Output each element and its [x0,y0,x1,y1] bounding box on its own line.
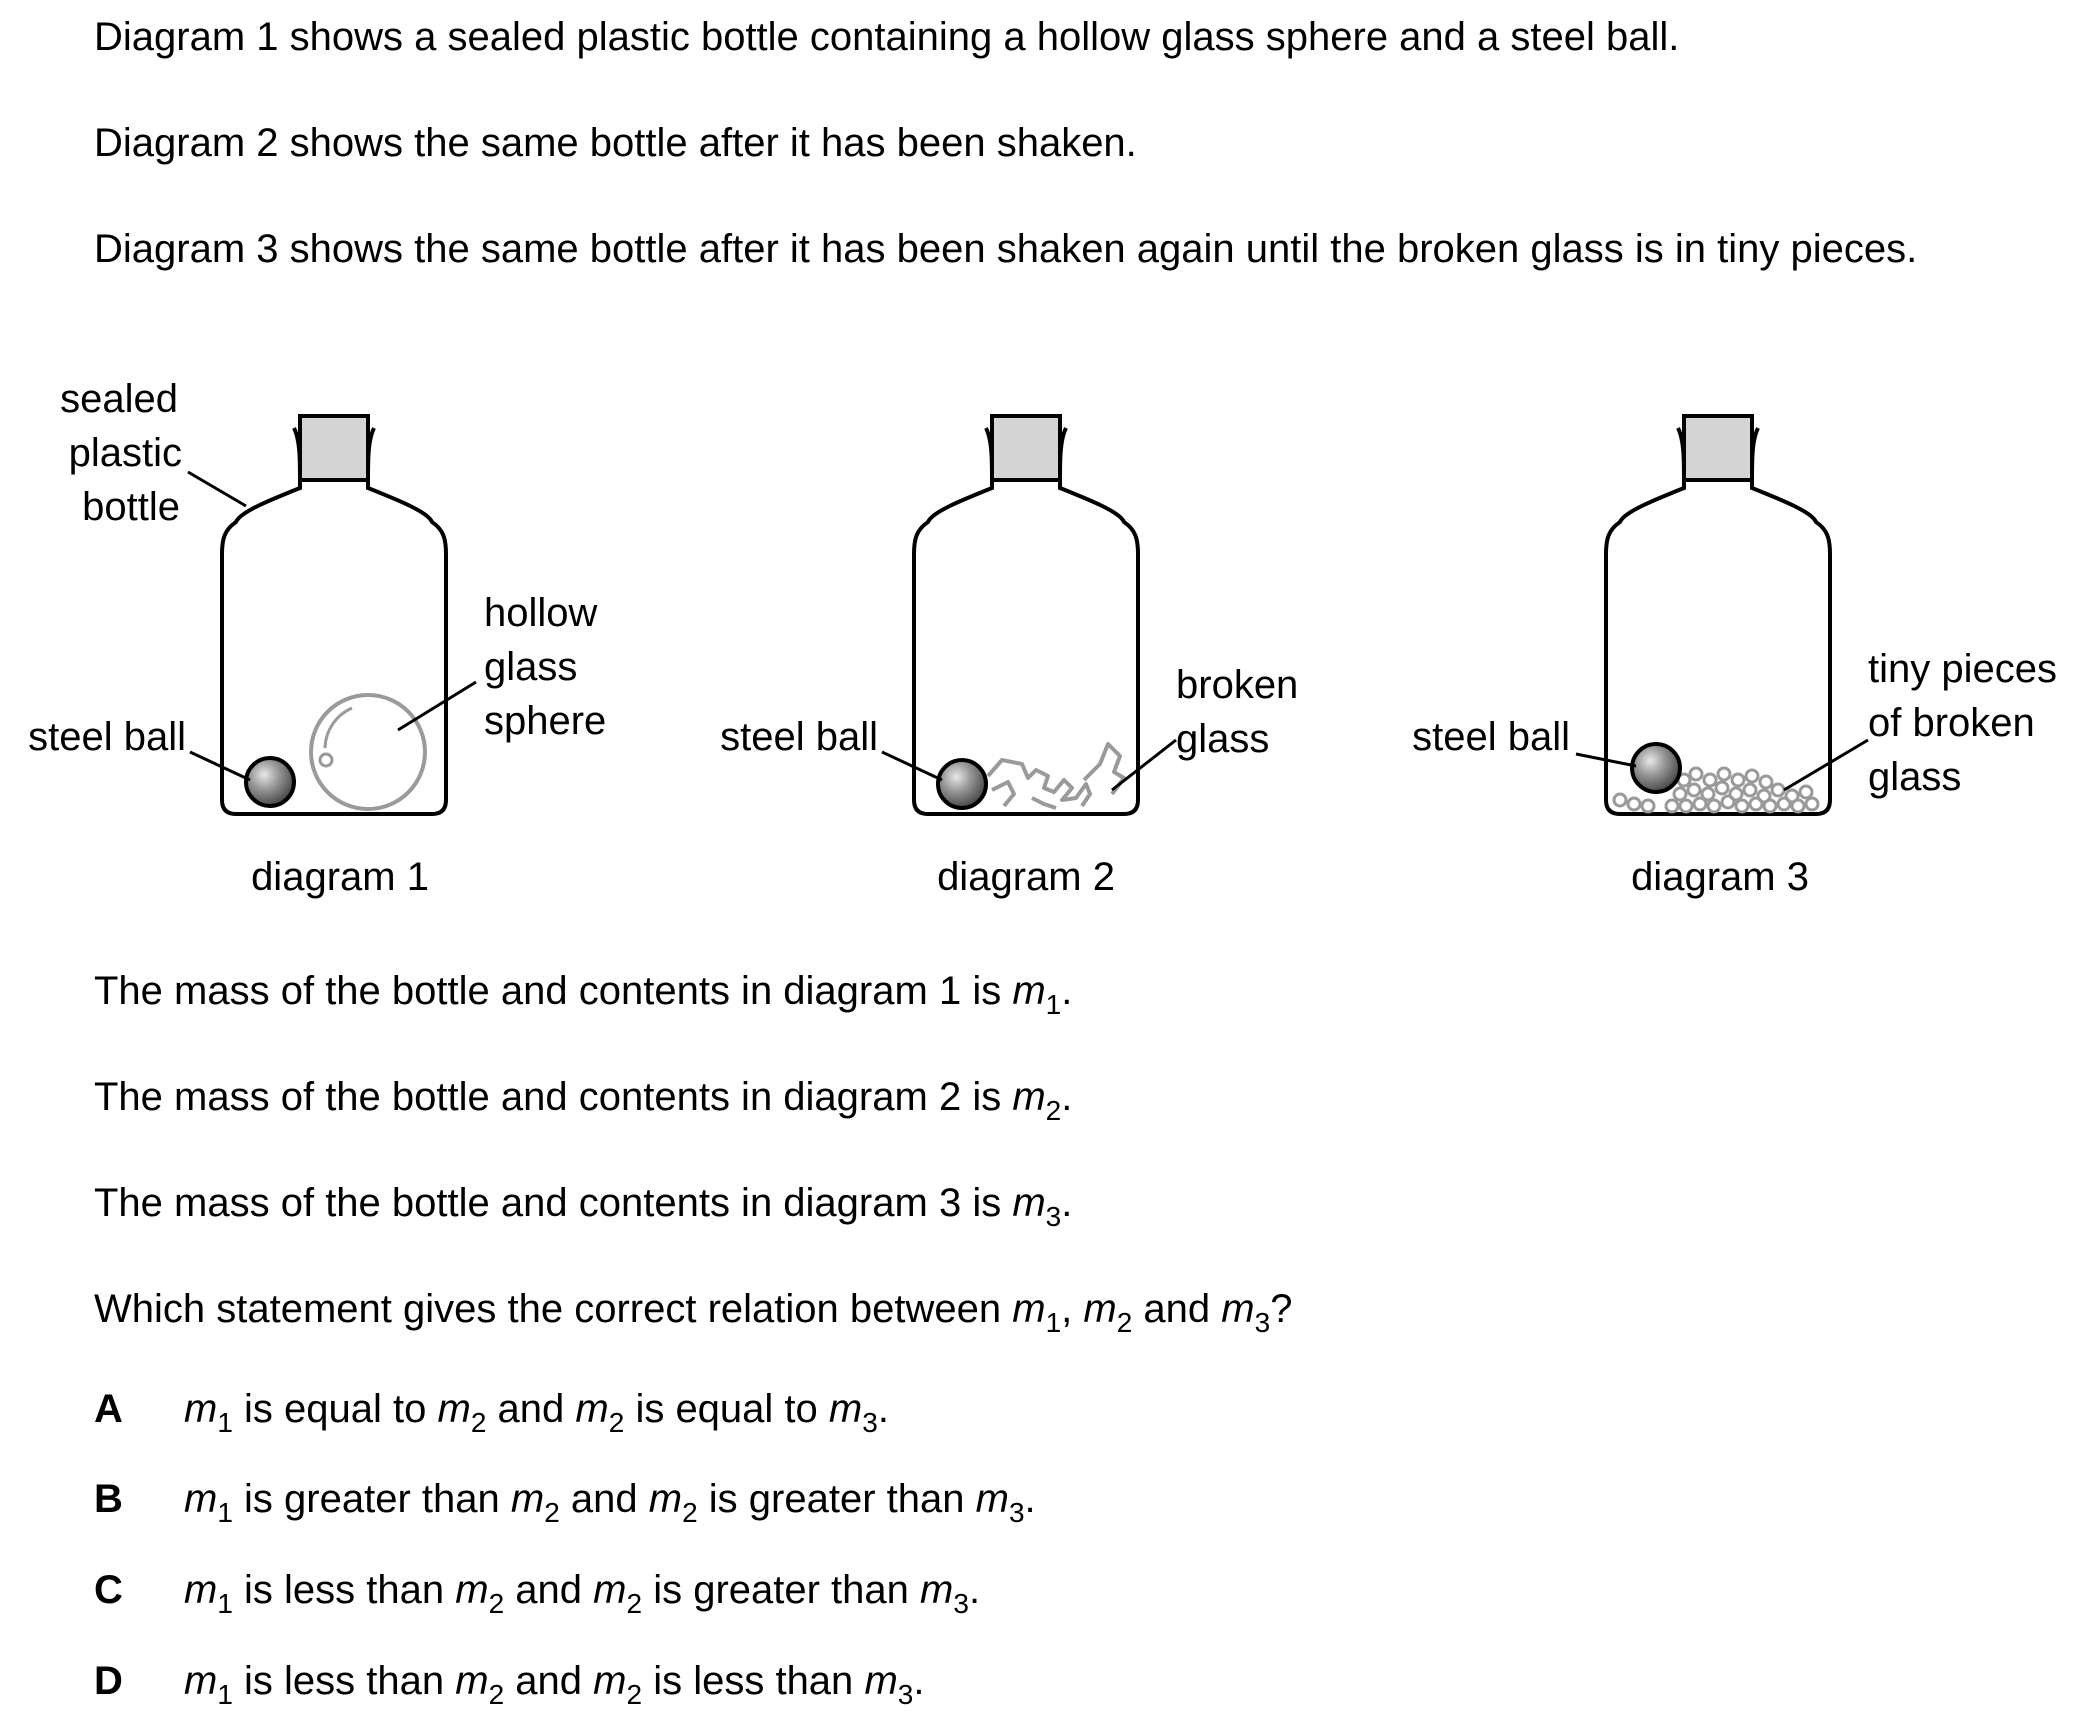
caption-diagram-2: diagram 2 [937,855,1115,899]
broken-glass-shards [988,744,1124,808]
piece [1746,770,1758,782]
piece [1778,798,1790,810]
piece [1800,786,1812,798]
label-steel-ball-3: steel ball [1412,715,1570,759]
steel-ball-3 [1632,744,1680,792]
piece [1806,798,1818,810]
bottle-1 [222,416,446,814]
option-a-text: $m_1$ is equal to $m_2$ and $m_2$ is equal to $m_3$. [184,1387,889,1438]
leader-broken-glass [1112,740,1176,790]
caption-diagram-1: diagram 1 [251,855,429,899]
sphere-highlight-dot [320,754,332,766]
label-plastic: plastic [68,431,182,475]
mass-statement-3: The mass of the bottle and contents in diagram 3 is $m_3$. [94,1181,1073,1232]
label-glass-3: glass [1868,755,1962,799]
bottle-cap-2 [992,416,1060,480]
intro-diagram-3: Diagram 3 shows the same bottle after it has been shaken again until the broken glass is in tiny pieces. [94,227,1918,271]
intro-diagram-2: Diagram 2 shows the same bottle after it has been shaken. [94,121,1137,165]
label-glass-2: glass [1176,717,1270,761]
mass-statement-2: The mass of the bottle and contents in diagram 2 is $m_2$. [94,1075,1073,1126]
piece [1628,798,1640,810]
piece [1666,800,1678,812]
option-c-text: $m_1$ is less than $m_2$ and $m_2$ is greater than $m_3$. [184,1568,981,1619]
diagram-1 [28,377,606,899]
bottle-cap-1 [300,416,368,480]
mass-statement-1: The mass of the bottle and contents in diagram 1 is $m_1$. [94,969,1073,1020]
piece [1772,784,1784,796]
option-a-letter: A [94,1387,123,1431]
piece [1736,800,1748,812]
steel-ball-2 [938,760,986,808]
label-steel-ball-2: steel ball [720,715,878,759]
question-text: Which statement gives the correct relation between $m_1$, $m_2$ and $m_3$? [94,1287,1293,1338]
piece [1718,768,1730,780]
caption-diagram-3: diagram 3 [1631,855,1809,899]
leader-tiny-pieces [1784,740,1868,790]
option-d-text: $m_1$ is less than $m_2$ and $m_2$ is less than $m_3$. [184,1659,925,1710]
piece [1716,782,1728,794]
shard-3 [992,782,1014,806]
piece [1614,794,1626,806]
bottle-diagrams-figure [0,360,2100,920]
sphere-highlight [325,708,352,748]
piece [1750,798,1762,810]
leader-sphere [398,682,476,730]
option-b-letter: B [94,1477,123,1521]
piece [1674,788,1686,800]
label-sphere: sphere [484,699,607,743]
piece [1708,800,1720,812]
piece [1704,774,1716,786]
diagram-2 [720,416,1298,899]
bottle-cap-3 [1684,416,1752,480]
piece [1744,784,1756,796]
option-c-letter: C [94,1568,123,1612]
label-bottle: bottle [82,485,180,529]
piece [1792,800,1804,812]
label-sealed: sealed [60,377,178,421]
option-d-letter: D [94,1659,123,1703]
label-steel-ball-1: steel ball [28,715,186,759]
piece [1690,768,1702,780]
piece [1764,800,1776,812]
bottle-outline-1 [222,428,446,814]
label-tiny-pieces: tiny pieces [1868,647,2057,691]
shard-4 [1032,798,1056,808]
piece [1732,774,1744,786]
steel-ball-1 [246,758,294,806]
label-glass: glass [484,645,578,689]
intro-diagram-1: Diagram 1 shows a sealed plastic bottle containing a hollow glass sphere and a steel ball. [94,15,1680,59]
piece [1722,796,1734,808]
piece [1642,800,1654,812]
piece [1688,784,1700,796]
option-b-text: $m_1$ is greater than $m_2$ and $m_2$ is greater than $m_3$. [184,1477,1036,1528]
piece [1680,800,1692,812]
piece [1760,776,1772,788]
leader-bottle [188,472,246,506]
piece [1694,798,1706,810]
label-of-broken: of broken [1868,701,2035,745]
diagram-3 [1412,416,2057,899]
label-hollow: hollow [484,591,598,635]
hollow-glass-sphere [311,695,425,809]
label-broken: broken [1176,663,1299,707]
